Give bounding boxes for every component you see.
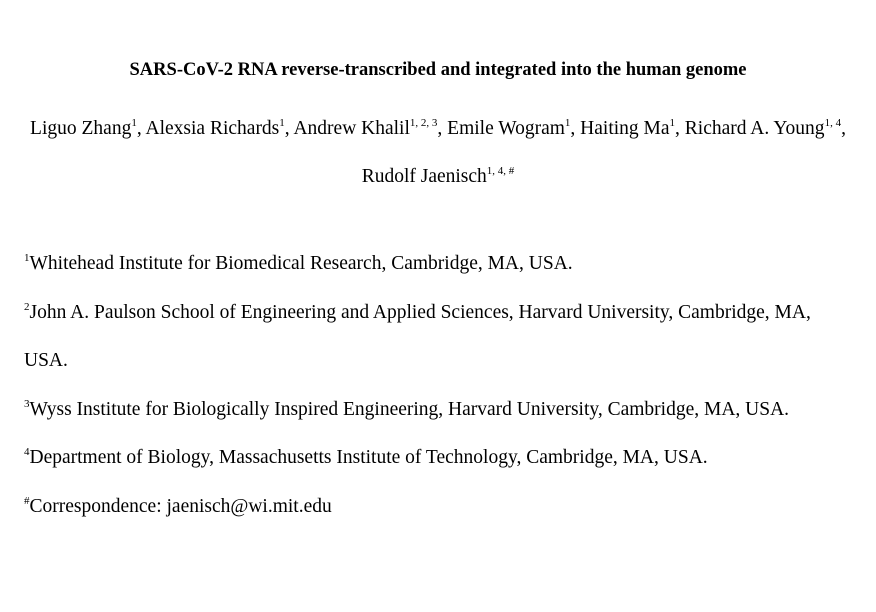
affiliation-text: John A. Paulson School of Engineering and Applied Sciences, Harvard University, Cambridge, MA, USA. [24, 301, 811, 371]
affiliation-item [24, 289, 852, 386]
author-affiliation-mark: 1 [279, 117, 285, 129]
author [685, 118, 841, 139]
author-name: Rudolf Jaenisch [361, 166, 487, 187]
correspondence-mark: # [24, 494, 30, 507]
author-affiliation-mark: 1 [131, 117, 137, 129]
author-separator: , [284, 118, 294, 139]
author [580, 118, 675, 139]
paper-title: SARS-CoV-2 RNA reverse-transcribed and integrated into the human genome [129, 60, 747, 80]
author-name: Andrew Khalil [293, 118, 410, 139]
correspondence [24, 483, 852, 532]
author-list [24, 105, 852, 201]
affiliation-mark: 3 [24, 397, 30, 410]
author [30, 118, 137, 139]
affiliation-item [24, 386, 852, 435]
author-name: Haiting Ma [580, 118, 670, 139]
affiliation-mark: 1 [24, 252, 30, 264]
affiliation-list [24, 240, 852, 531]
author-affiliation-mark: 1 [669, 117, 676, 129]
author-affiliation-mark: 1 [564, 117, 571, 129]
affiliation-mark: 2 [24, 300, 30, 313]
author [146, 118, 285, 139]
affiliation-text: Department of Biology, Massachusetts Institute of Technology, Cambridge, MA, USA. [29, 447, 708, 468]
author-separator: , [675, 118, 685, 139]
author-name: Emile Wogram [447, 118, 565, 139]
affiliation-text: Wyss Institute for Biologically Inspired Engineering, Harvard University, Cambridge, MA, USA. [29, 398, 790, 420]
affiliation-item [24, 434, 852, 483]
correspondence-text: Correspondence: jaenisch@wi.mit.edu [29, 495, 332, 517]
author-affiliation-mark: 1, 4, # [486, 165, 515, 177]
affiliation-text: Whitehead Institute for Biomedical Research, Cambridge, MA, USA. [29, 253, 573, 274]
author [447, 118, 570, 139]
author-name: Alexsia Richards [145, 118, 280, 139]
author-affiliation-mark: 1, 4 [824, 117, 842, 129]
author [362, 166, 515, 187]
affiliation-item [24, 240, 852, 289]
affiliation-mark: 4 [24, 446, 30, 458]
author-name: Liguo Zhang [30, 118, 132, 139]
author-separator: , [136, 118, 146, 139]
author-separator: , [570, 118, 581, 139]
author-name: Richard A. Young [684, 118, 825, 139]
author-separator: , [437, 118, 448, 139]
author [293, 118, 437, 139]
author-affiliation-mark: 1, 2, 3 [409, 117, 438, 129]
author-separator: , [841, 118, 846, 139]
